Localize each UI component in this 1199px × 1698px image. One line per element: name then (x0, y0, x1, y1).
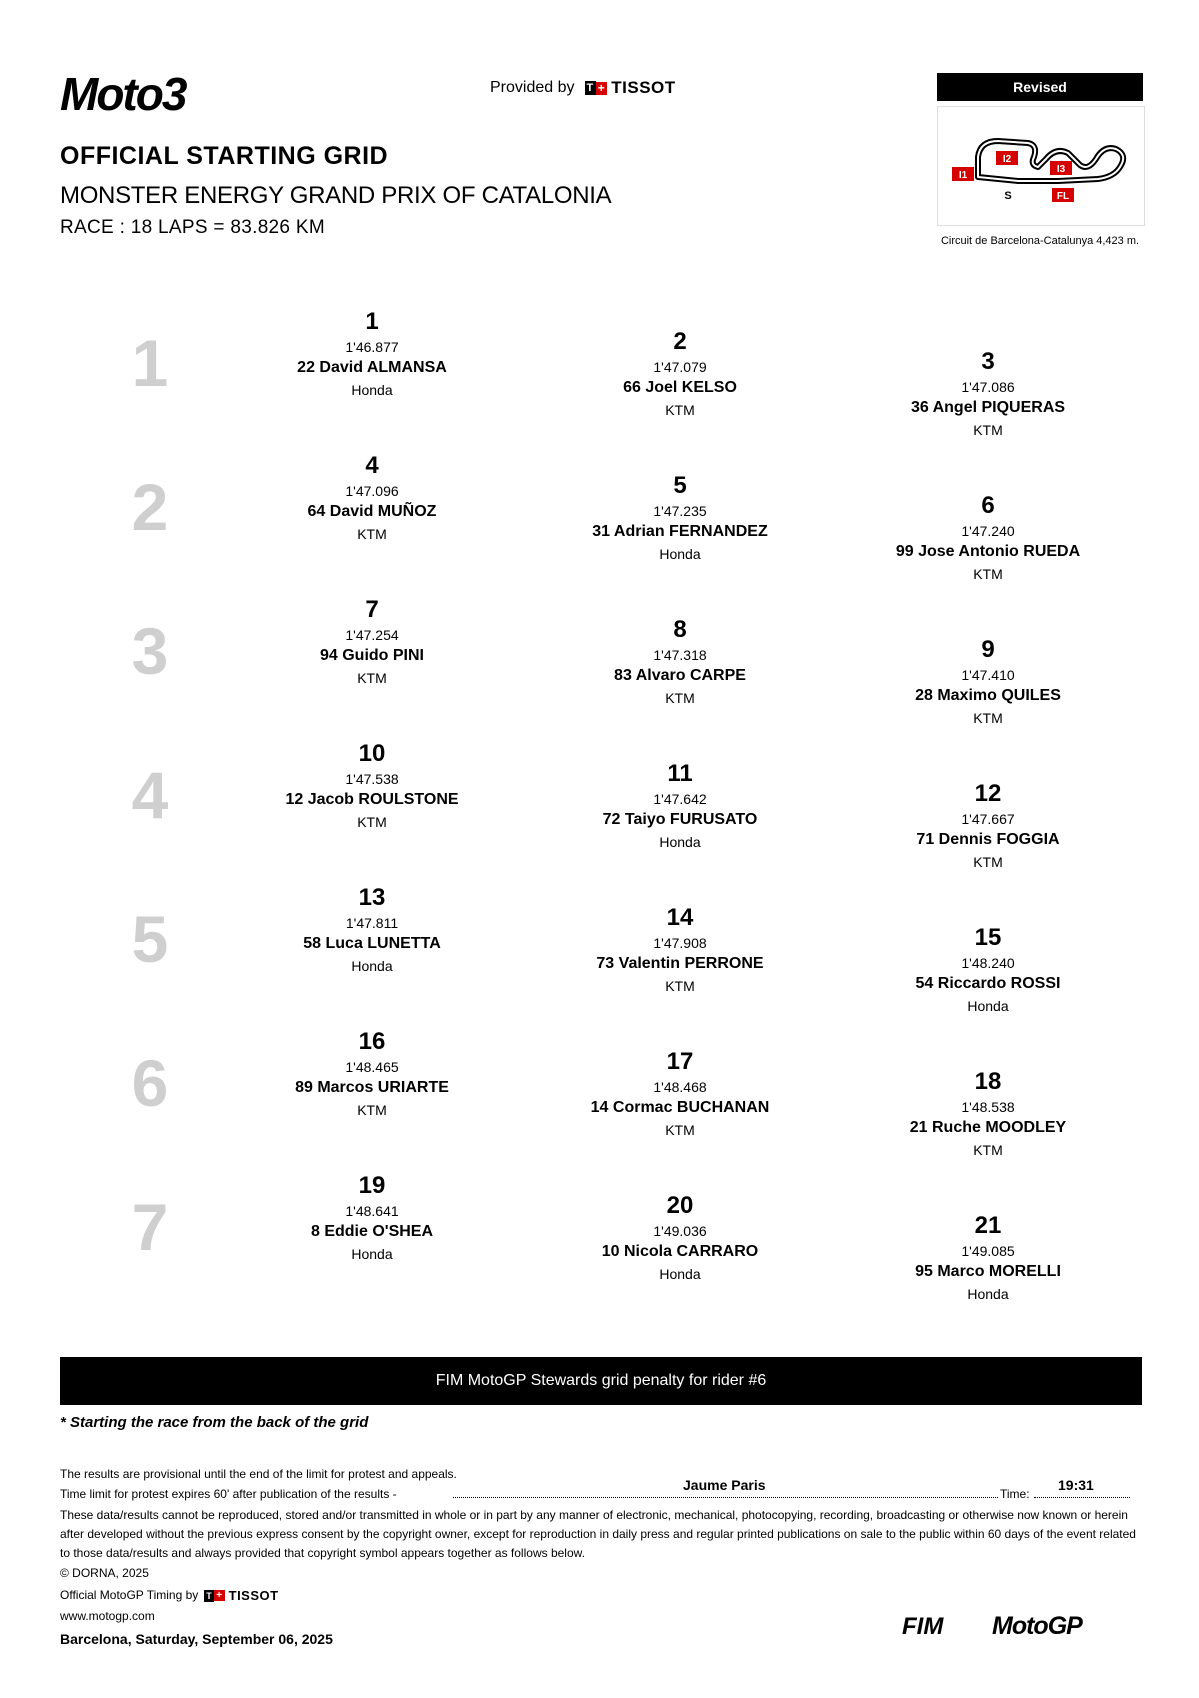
grid-position: 21 (974, 1212, 1002, 1239)
event-date: Barcelona, Saturday, September 06, 2025 (60, 1631, 333, 1647)
qualifying-time: 1'47.642 (653, 791, 707, 807)
manufacturer: Honda (967, 1286, 1009, 1302)
grid-slot (550, 1192, 810, 1284)
qualifying-time: 1'47.538 (345, 771, 399, 787)
rider-name: 66 Joel KELSO (623, 379, 737, 396)
page-title: OFFICIAL STARTING GRID (60, 142, 389, 170)
manufacturer: Honda (351, 1246, 393, 1262)
grid-slot (242, 1172, 502, 1264)
timing-credit (60, 1586, 279, 1605)
circuit-name: Circuit de Barcelona-Catalunya 4,423 m. (940, 235, 1140, 247)
grid-row-number: 5 (131, 902, 169, 976)
grid-slot (858, 348, 1118, 440)
track-map (937, 106, 1145, 226)
grid-position: 13 (358, 884, 386, 911)
qualifying-time: 1'48.240 (961, 955, 1015, 971)
rider-name: 31 Adrian FERNANDEZ (592, 523, 768, 540)
manufacturer: Honda (659, 834, 701, 850)
grid-position: 14 (666, 904, 694, 931)
tissot-t-icon: T (206, 1590, 213, 1601)
rider-name: 21 Ruche MOODLEY (909, 1119, 1067, 1136)
start-label: S (1004, 190, 1012, 202)
tissot-t-icon: T (586, 82, 594, 94)
qualifying-time: 1'47.667 (961, 811, 1015, 827)
swiss-cross-icon: + (216, 1590, 223, 1601)
qualifying-time: 1'47.254 (345, 627, 399, 643)
grid-slot (550, 904, 810, 996)
grid-position: 16 (358, 1028, 386, 1055)
qualifying-time: 1'47.079 (653, 359, 707, 375)
grid-row-number: 4 (131, 758, 169, 832)
event-name: MONSTER ENERGY GRAND PRIX OF CATALONIA (60, 182, 612, 209)
grid-slot (858, 924, 1118, 1016)
rider-name: 10 Nicola CARRARO (601, 1243, 759, 1260)
grid-slot (550, 1048, 810, 1140)
manufacturer: KTM (357, 526, 387, 542)
rider-name: 8 Eddie O'SHEA (310, 1223, 434, 1240)
tissot-logo (585, 78, 676, 98)
qualifying-time: 1'46.877 (345, 339, 399, 355)
grid-slot (550, 616, 810, 708)
grid-position: 18 (974, 1068, 1002, 1095)
grid-position: 17 (666, 1048, 694, 1075)
revised-badge: Revised (937, 73, 1143, 101)
grid-position: 1 (365, 308, 379, 335)
manufacturer: Honda (659, 1266, 701, 1282)
grid-position: 4 (365, 452, 379, 479)
manufacturer: KTM (357, 814, 387, 830)
tissot-logo-text: TISSOT (228, 1588, 279, 1603)
manufacturer: KTM (665, 1122, 695, 1138)
timing-credit-label: Official MotoGP Timing by (60, 1588, 199, 1602)
rider-name: 14 Cormac BUCHANAN (590, 1099, 770, 1116)
rider-name: 99 Jose Antonio RUEDA (895, 543, 1081, 560)
sector-markers (952, 151, 1074, 202)
qualifying-time: 1'49.085 (961, 1243, 1015, 1259)
grid-slot (550, 328, 810, 420)
manufacturer: KTM (357, 1102, 387, 1118)
rider-name: 64 David MUÑOZ (307, 503, 437, 520)
fim-logo-text: FIM (902, 1613, 944, 1638)
manufacturer: KTM (973, 566, 1003, 582)
tissot-logo-text: TISSOT (611, 78, 676, 97)
grid-row-number: 1 (131, 326, 169, 400)
qualifying-time: 1'47.811 (345, 915, 399, 931)
grid-slot (242, 1028, 502, 1120)
official-name: Jaume Paris (683, 1477, 766, 1493)
grid-position: 5 (673, 472, 687, 499)
grid-slot (550, 472, 810, 564)
track-map-icon (938, 107, 1144, 225)
grid-position: 10 (358, 740, 386, 767)
grid-row-number: 3 (131, 614, 169, 688)
grid-position: 7 (365, 596, 379, 623)
copyright-notice: These data/results cannot be reproduced, stored and/or transmitted in whole or in part by any manner of electronic, mechanical, photocopying, recording, broadcasting or otherwise now known or herein after developed without the previous express consent by the copyright owner, except for reproduction in daily press and regular printed publications on sale to the public within 60 days of the event related to those data/results and always provided that copyright symbol appears together as follows below. (60, 1508, 1136, 1560)
finish-line-label: FL (1056, 191, 1070, 202)
moto3-logo (60, 70, 290, 116)
grid-position: 8 (673, 616, 687, 643)
time-line (1034, 1497, 1130, 1498)
sector-label-i1: I1 (958, 170, 968, 181)
manufacturer: KTM (973, 422, 1003, 438)
publication-time: 19:31 (1058, 1477, 1094, 1493)
rider-name: 71 Dennis FOGGIA (916, 831, 1060, 848)
rider-name: 36 Angel PIQUERAS (910, 399, 1066, 416)
qualifying-time: 1'47.096 (345, 483, 399, 499)
moto3-logo-text: Moto3 (60, 70, 186, 116)
grid-slot (550, 760, 810, 852)
qualifying-time: 1'49.036 (653, 1223, 707, 1239)
manufacturer: KTM (973, 854, 1003, 870)
grid-slot (858, 1212, 1118, 1304)
rider-name: 58 Luca LUNETTA (303, 935, 441, 952)
rider-name: 54 Riccardo ROSSI (915, 975, 1061, 992)
grid-slot (242, 308, 502, 400)
rider-name: 83 Alvaro CARPE (614, 667, 746, 684)
grid-position: 2 (673, 328, 687, 355)
rider-name: 95 Marco MORELLI (915, 1263, 1061, 1280)
fim-logo (900, 1612, 966, 1638)
qualifying-time: 1'47.235 (653, 503, 707, 519)
grid-position: 11 (667, 760, 693, 787)
manufacturer: KTM (973, 1142, 1003, 1158)
website-link[interactable]: www.motogp.com (60, 1609, 155, 1623)
qualifying-time: 1'48.641 (345, 1203, 399, 1219)
qualifying-time: 1'47.318 (653, 647, 707, 663)
qualifying-time: 1'48.468 (653, 1079, 707, 1095)
qualifying-time: 1'47.410 (961, 667, 1015, 683)
qualifying-time: 1'47.908 (653, 935, 707, 951)
rider-name: 72 Taiyo FURUSATO (602, 811, 758, 828)
penalty-banner: FIM MotoGP Stewards grid penalty for rider #6 (60, 1357, 1142, 1405)
manufacturer: KTM (665, 402, 695, 418)
grid-slot (242, 884, 502, 976)
manufacturer: KTM (665, 690, 695, 706)
grid-slot (858, 1068, 1118, 1160)
rider-name: 28 Maximo QUILES (915, 687, 1061, 704)
manufacturer: KTM (973, 710, 1003, 726)
grid-row-number: 2 (131, 470, 169, 544)
grid-row-number: 7 (131, 1190, 169, 1264)
qualifying-time: 1'47.240 (961, 523, 1015, 539)
provisional-note: The results are provisional until the end of the limit for protest and appeals. (60, 1467, 457, 1481)
qualifying-time: 1'48.465 (345, 1059, 399, 1075)
grid-row-number: 6 (131, 1046, 169, 1120)
grid-position: 9 (981, 636, 995, 663)
grid-slot (858, 636, 1118, 728)
tissot-logo-footer (204, 1586, 278, 1605)
manufacturer: KTM (357, 670, 387, 686)
grid-slot (242, 596, 502, 688)
manufacturer: Honda (967, 998, 1009, 1014)
manufacturer: KTM (665, 978, 695, 994)
manufacturer: Honda (351, 958, 393, 974)
grid-position: 20 (666, 1192, 694, 1219)
grid-slot (858, 492, 1118, 584)
provided-by-label: Provided by (490, 79, 575, 96)
protest-limit-note: Time limit for protest expires 60' after publication of the results - (60, 1487, 397, 1501)
qualifying-time: 1'48.538 (961, 1099, 1015, 1115)
grid-position: 6 (981, 492, 995, 519)
signature-line (453, 1497, 998, 1498)
manufacturer: Honda (659, 546, 701, 562)
manufacturer: Honda (351, 382, 393, 398)
swiss-cross-icon: + (597, 80, 606, 95)
motogp-logo-text: MotoGP (992, 1612, 1082, 1638)
rider-name: 22 David ALMANSA (297, 359, 447, 376)
grid-slot (242, 740, 502, 832)
penalty-note: * Starting the race from the back of the grid (60, 1414, 369, 1431)
grid-position: 3 (981, 348, 995, 375)
grid-position: 15 (974, 924, 1002, 951)
rider-name: 73 Valentin PERRONE (596, 955, 764, 972)
sector-label-i2: I2 (1002, 154, 1012, 165)
grid-slot (242, 452, 502, 544)
race-info: RACE : 18 LAPS = 83.826 KM (60, 217, 325, 238)
grid-position: 12 (974, 780, 1002, 807)
grid-slot (858, 780, 1118, 872)
provided-by (490, 78, 676, 98)
dorna-copyright: © DORNA, 2025 (60, 1566, 149, 1580)
qualifying-time: 1'47.086 (961, 379, 1015, 395)
rider-name: 89 Marcos URIARTE (295, 1079, 449, 1096)
motogp-logo (992, 1612, 1130, 1638)
rider-name: 94 Guido PINI (319, 647, 424, 664)
sector-label-i3: I3 (1056, 164, 1066, 175)
rider-name: 12 Jacob ROULSTONE (285, 791, 459, 808)
grid-position: 19 (358, 1172, 386, 1199)
time-label: Time: (1000, 1487, 1030, 1501)
